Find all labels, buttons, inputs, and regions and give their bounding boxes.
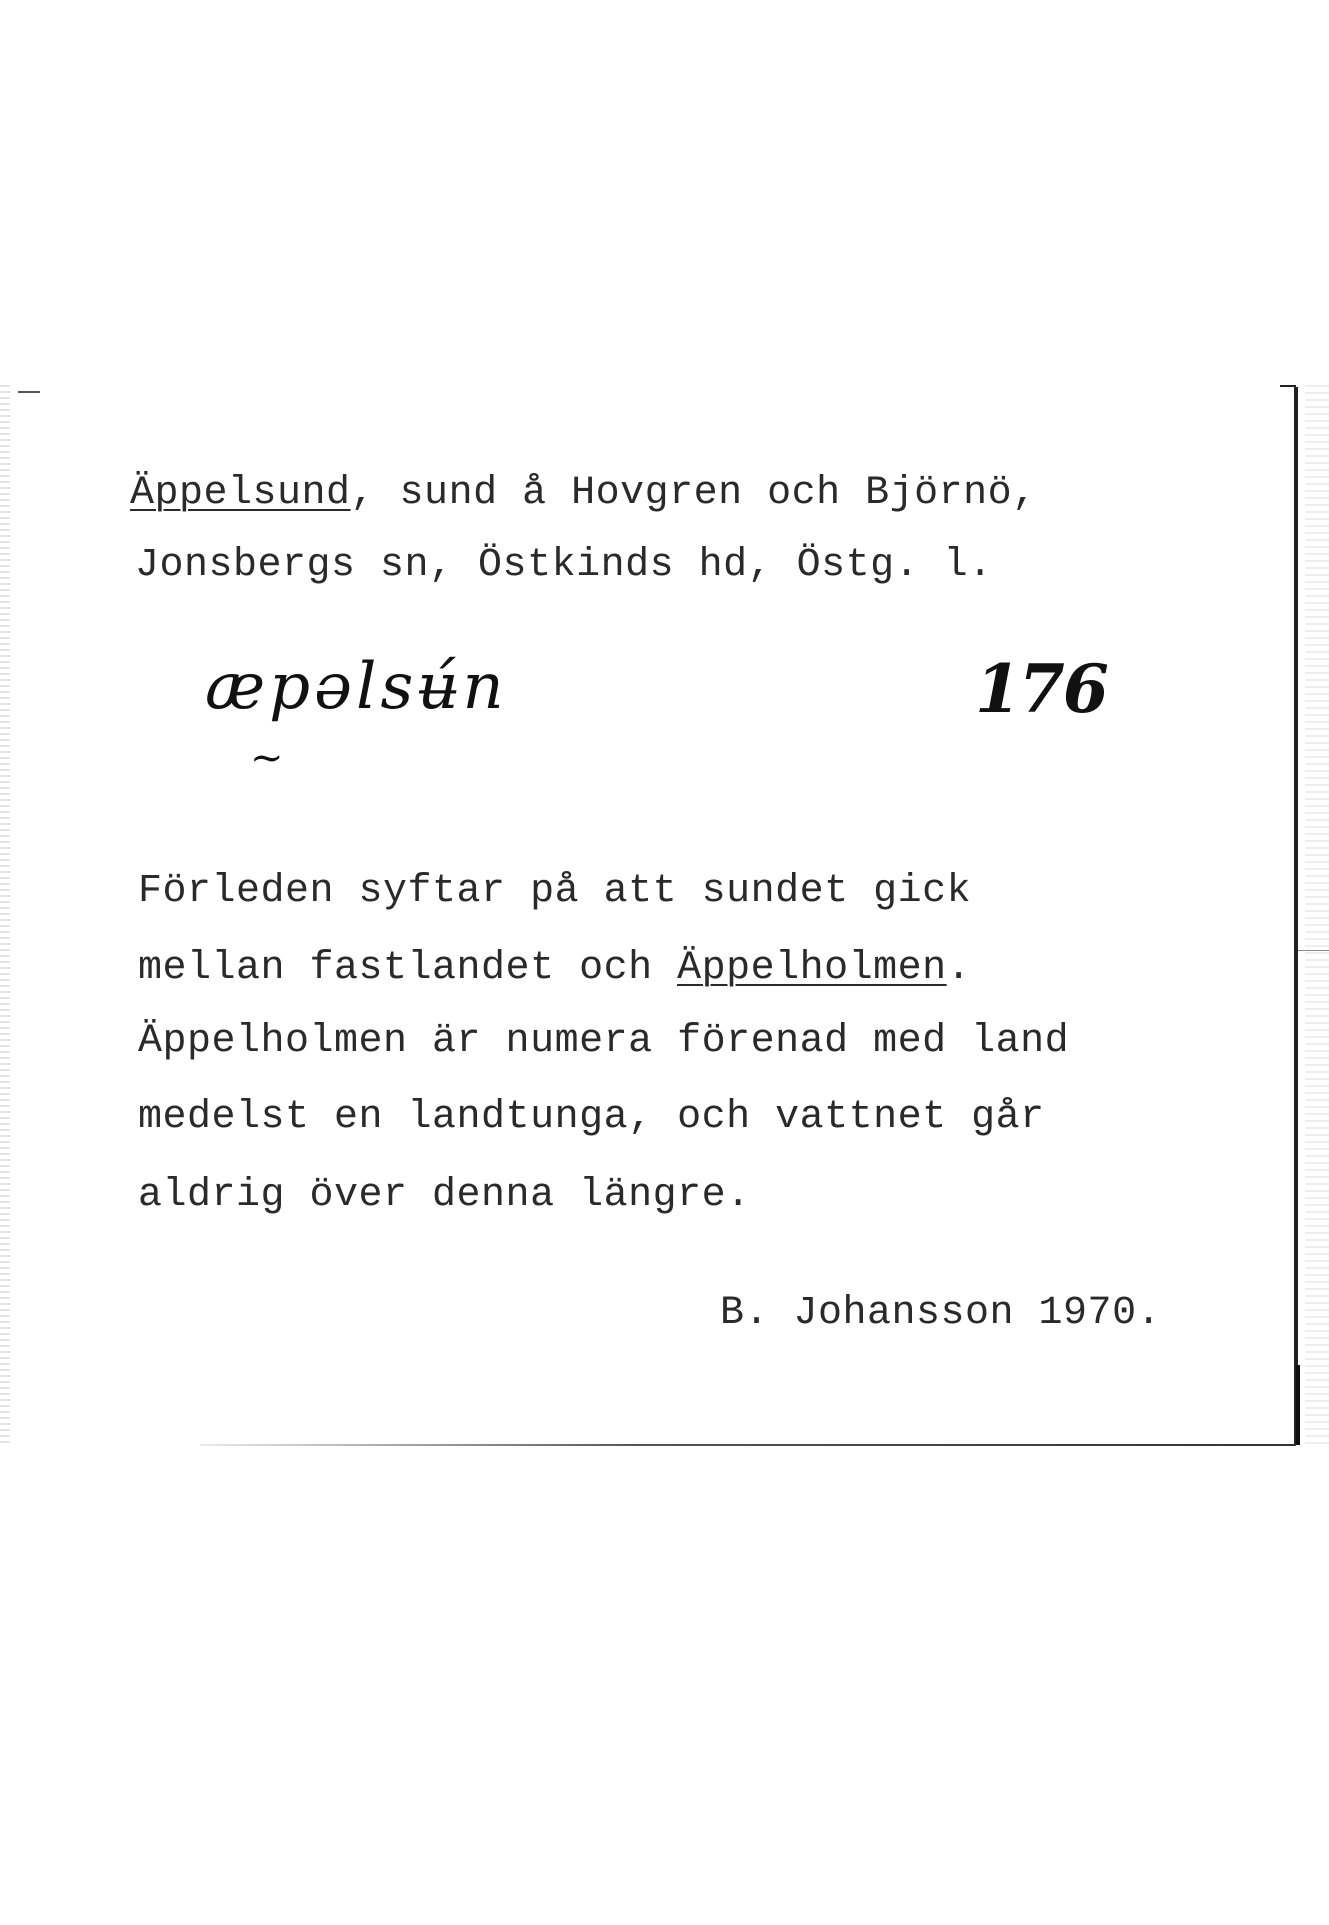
card-number: 176 xyxy=(975,650,1107,728)
card-bottom-border xyxy=(200,1444,1296,1446)
body-line-2 xyxy=(138,945,971,993)
scan-edge-right xyxy=(1305,385,1329,1445)
headword: Äppelsund xyxy=(130,471,351,516)
body-line-2-start: mellan fastlandet och xyxy=(138,946,678,991)
heading-line-1 xyxy=(130,470,1037,518)
body-line-3: Äppelholmen är numera förenad med land xyxy=(138,1019,1070,1064)
card-edge-mark xyxy=(1298,950,1329,951)
body-line-1: Förleden syftar på att sundet gick xyxy=(138,869,972,914)
place-name-appelholmen: Äppelholmen xyxy=(677,946,947,991)
heading-line-2: Jonsbergs sn, Östkinds hd, Östg. l. xyxy=(135,543,993,588)
body-line-5: aldrig över denna längre. xyxy=(138,1173,751,1218)
phonetic-transcription: æpəlsʉ́n xyxy=(205,650,508,724)
signature: B. Johansson 1970. xyxy=(720,1291,1162,1336)
card-corner-mark xyxy=(18,391,40,393)
card-right-border xyxy=(1294,387,1298,1445)
heading-location: , sund å Hovgren och Björnö, xyxy=(350,471,1037,516)
phonetic-diacritic: ~ xyxy=(250,735,284,781)
body-line-4: medelst en landtunga, och vattnet går xyxy=(138,1095,1045,1140)
scan-edge-left xyxy=(0,385,10,1445)
body-line-2-end: . xyxy=(946,946,972,991)
